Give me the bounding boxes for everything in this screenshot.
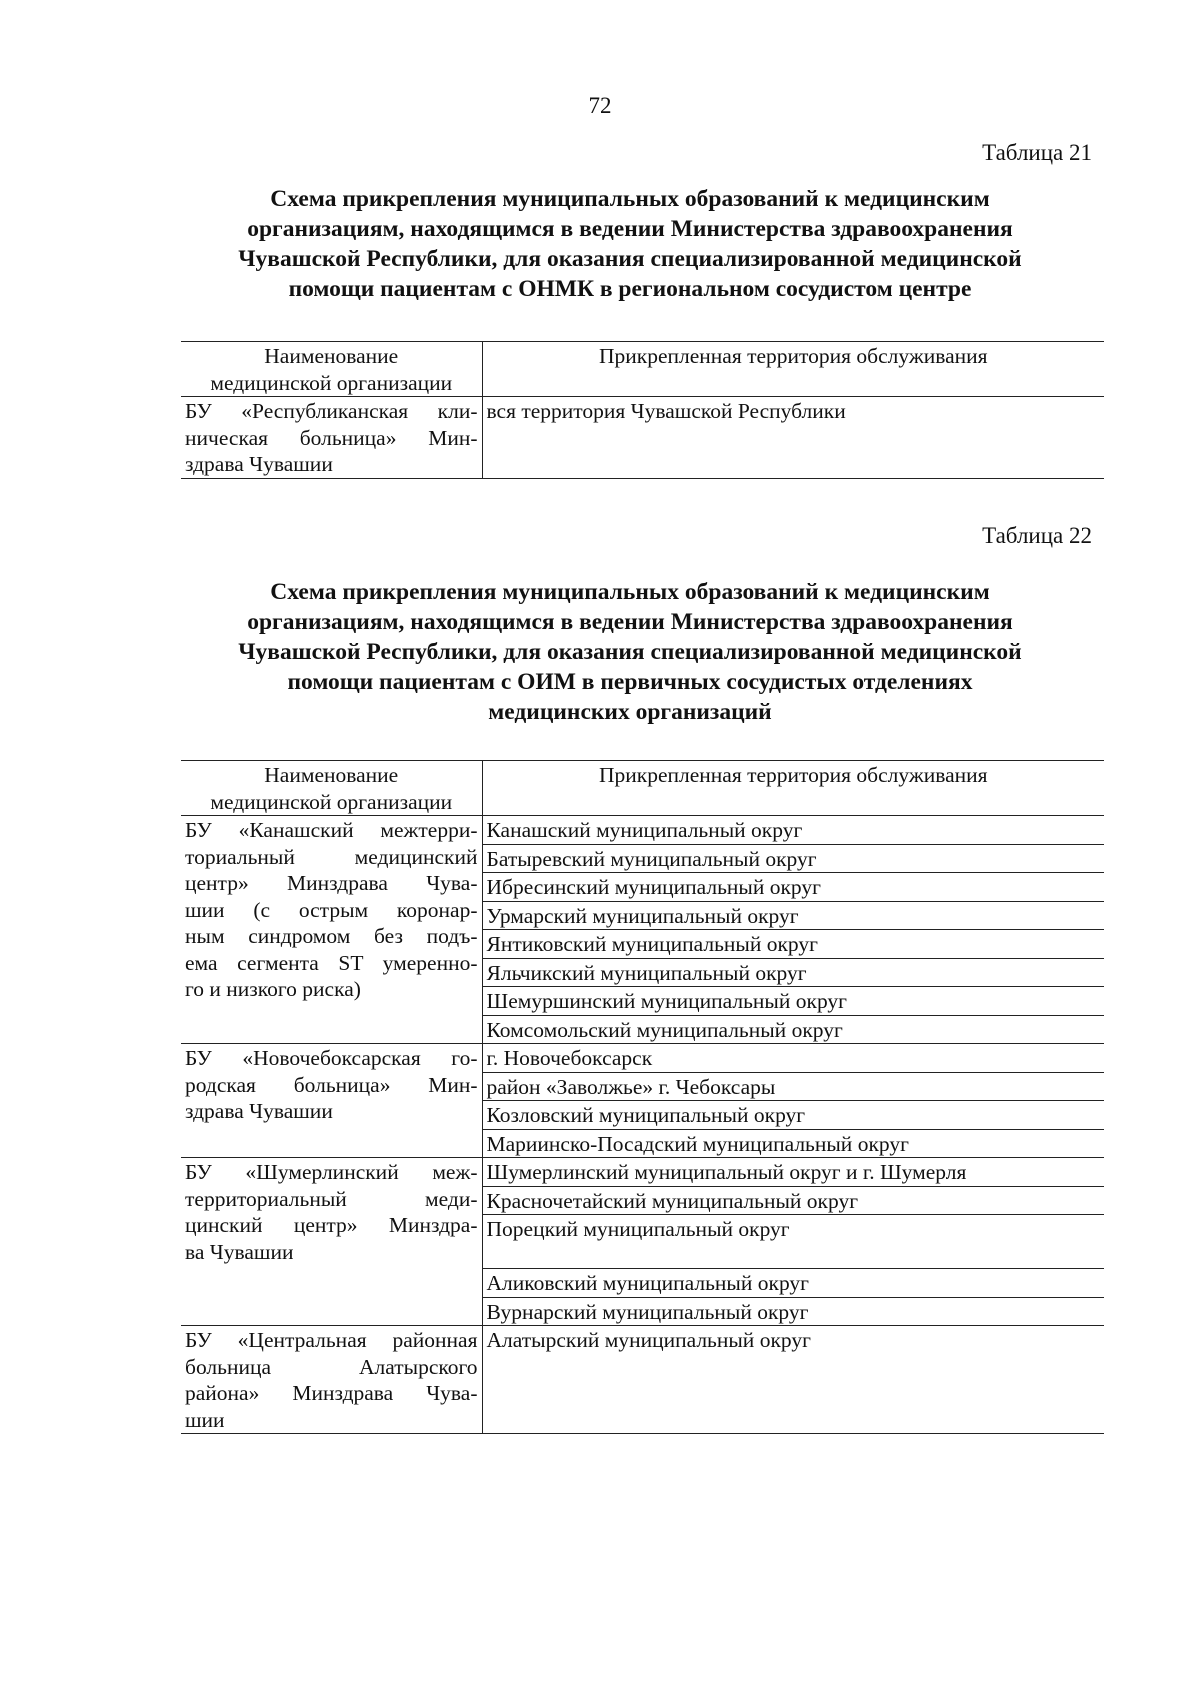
org-line: ема сегмента ST умеренно- (185, 950, 478, 975)
org-line: ториальный медицинский (185, 844, 478, 869)
org-line: ническая больница» Мин- (185, 425, 478, 450)
territory-cell: Канашский муниципальный округ (482, 816, 1104, 845)
territory-cell: Мариинско-Посадский муниципальный округ (482, 1129, 1104, 1158)
org-line: здрава Чувашии (185, 452, 333, 476)
territory-cell: Порецкий муниципальный округ (482, 1215, 1104, 1269)
table-22 (181, 760, 1104, 1434)
table-row (181, 816, 1104, 845)
org-line: района» Минздрава Чува- (185, 1381, 478, 1405)
territory-cell: Козловский муниципальный округ (482, 1101, 1104, 1130)
header-territory: Прикрепленная территория обслуживания (482, 761, 1104, 816)
org-line: шии (с острым коронар- (185, 897, 478, 922)
header-organization (181, 761, 482, 816)
org-line: территориальный меди- (185, 1186, 478, 1211)
org-line: БУ «Канашский межтерри- (185, 818, 478, 842)
territory-cell: г. Новочебоксарск (482, 1044, 1104, 1073)
table-row (181, 1158, 1104, 1187)
header-territory: Прикрепленная территория обслуживания (482, 342, 1104, 397)
title-line: Чувашской Республики, для оказания специализированной медицинской (238, 246, 1022, 272)
org-line: ва Чувашии (185, 1239, 294, 1264)
org-line: ным синдромом без подъ- (185, 924, 478, 948)
title-line: Чувашской Республики, для оказания специализированной медицинской (238, 639, 1022, 665)
organization-cell (181, 1158, 482, 1326)
org-line: родская больница» Мин- (185, 1072, 478, 1097)
territory-cell: Шумерлинский муниципальный округ и г. Шумерля (482, 1158, 1104, 1187)
title-line: Схема прикрепления муниципальных образований к медицинским (270, 186, 990, 212)
territory-cell: Комсомольский муниципальный округ (482, 1015, 1104, 1044)
organization-cell (181, 816, 482, 1044)
org-line: шии (185, 1407, 225, 1432)
org-line: БУ «Центральная районная (185, 1328, 478, 1352)
table-row (181, 1326, 1104, 1434)
title-line: медицинских организаций (488, 699, 772, 725)
territory-cell: район «Заволжье» г. Чебоксары (482, 1072, 1104, 1101)
title-line: организациям, находящимся в ведении Министерства здравоохранения (247, 609, 1013, 635)
org-line: БУ «Республиканская кли- (185, 399, 478, 423)
territory-cell: Батыревский муниципальный округ (482, 844, 1104, 873)
territory-cell: Аликовский муниципальный округ (482, 1269, 1104, 1298)
table-header-row (181, 342, 1104, 397)
table-row (181, 397, 1104, 479)
table-row (181, 1044, 1104, 1073)
title-line: помощи пациентам с ОИМ в первичных сосудистых отделениях (287, 669, 973, 695)
org-line: БУ «Новочебоксарская го- (185, 1046, 478, 1070)
territory-cell: Красночетайский муниципальный округ (482, 1186, 1104, 1215)
title-line: помощи пациентам с ОНМК в региональном сосудистом центре (288, 276, 972, 302)
org-line: больница Алатырского (185, 1354, 478, 1379)
header-line: медицинской организации (210, 370, 453, 395)
header-line: медицинской организации (210, 789, 453, 814)
org-line: го и низкого риска) (185, 977, 361, 1001)
territory-cell: Алатырский муниципальный округ (482, 1326, 1104, 1434)
territory-cell: Урмарский муниципальный округ (482, 901, 1104, 930)
org-line: БУ «Шумерлинский меж- (185, 1160, 478, 1184)
table-22-label: Таблица 22 (982, 523, 1092, 548)
org-line: здрава Чувашии (185, 1099, 333, 1123)
territory-cell: Вурнарский муниципальный округ (482, 1297, 1104, 1326)
header-organization (181, 342, 482, 397)
territory-cell: Яльчикский муниципальный округ (482, 958, 1104, 987)
table-21-label: Таблица 21 (982, 140, 1092, 165)
table-21-title (180, 184, 1080, 304)
table-22-title (180, 577, 1080, 727)
organization-cell (181, 1044, 482, 1158)
organization-cell (181, 397, 482, 479)
header-line: Наименование (264, 763, 399, 787)
title-line: Схема прикрепления муниципальных образований к медицинским (270, 579, 990, 605)
org-line: центр» Минздрава Чува- (185, 871, 478, 895)
territory-cell: вся территория Чувашской Республики (482, 397, 1104, 479)
title-line: организациям, находящимся в ведении Министерства здравоохранения (247, 216, 1013, 242)
table-21 (181, 341, 1104, 479)
org-line: цинский центр» Минздра- (185, 1213, 478, 1237)
table-header-row (181, 761, 1104, 816)
territory-cell: Янтиковский муниципальный округ (482, 930, 1104, 959)
organization-cell (181, 1326, 482, 1434)
territory-cell: Шемуршинский муниципальный округ (482, 987, 1104, 1016)
header-line: Наименование (264, 344, 399, 368)
page-number: 72 (588, 93, 612, 118)
territory-cell: Ибресинский муниципальный округ (482, 873, 1104, 902)
